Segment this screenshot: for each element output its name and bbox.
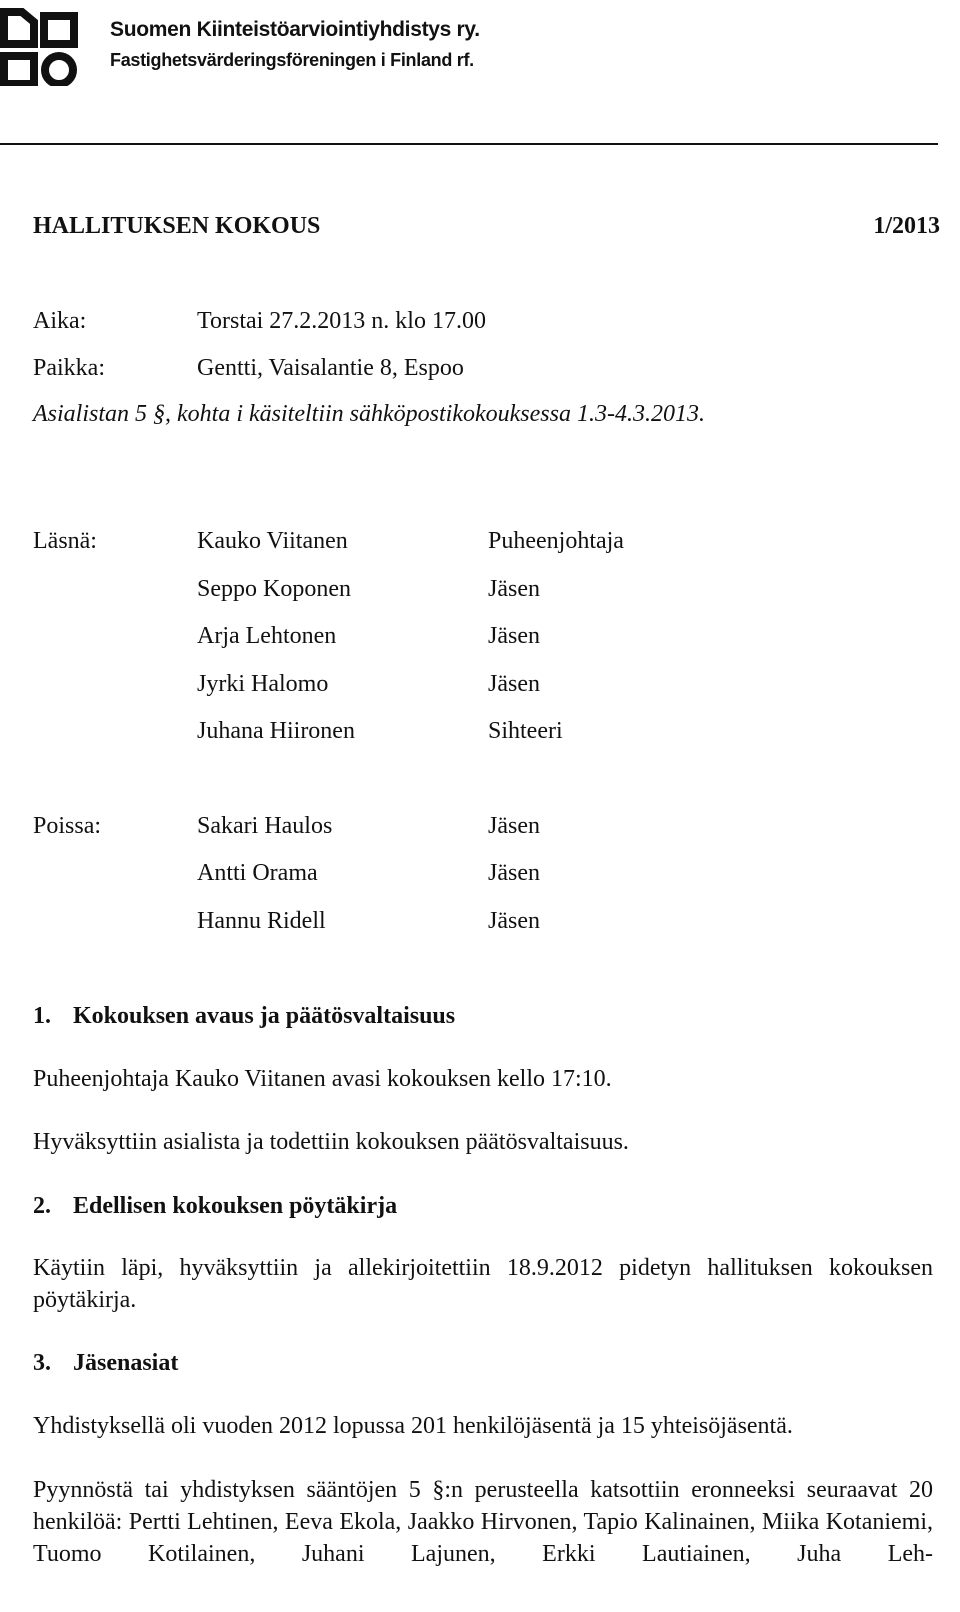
- document-title: HALLITUKSEN KOKOUS: [33, 213, 321, 239]
- absent-member-name: Antti Orama: [197, 860, 318, 886]
- section-title: Kokouksen avaus ja päätösvaltaisuus: [73, 1003, 456, 1029]
- section-heading: [33, 1192, 397, 1220]
- absent-label: Poissa:: [33, 813, 102, 839]
- time-value: Torstai 27.2.2013 n. klo 17.00: [197, 308, 486, 334]
- present-member-role: Sihteeri: [488, 718, 563, 744]
- present-member-role: Jäsen: [488, 576, 540, 602]
- paragraph: Hyväksyttiin asialista ja todettiin kokouksen päätösvaltaisuus.: [33, 1129, 629, 1155]
- present-member-name: Seppo Koponen: [197, 576, 351, 602]
- document-number: 1/2013: [873, 213, 940, 239]
- place-value: Gentti, Vaisalantie 8, Espoo: [197, 355, 464, 381]
- present-member-role: Puheenjohtaja: [488, 528, 624, 554]
- section-title: Jäsenasiat: [73, 1350, 179, 1376]
- present-label: Läsnä:: [33, 528, 97, 554]
- paragraph: Puheenjohtaja Kauko Viitanen avasi kokouksen kello 17:10.: [33, 1066, 612, 1092]
- present-member-name: Arja Lehtonen: [197, 623, 337, 649]
- present-member-role: Jäsen: [488, 623, 540, 649]
- absent-member-role: Jäsen: [488, 813, 540, 839]
- present-member-name: Juhana Hiironen: [197, 718, 355, 744]
- time-label: Aika:: [33, 308, 87, 334]
- absent-member-role: Jäsen: [488, 860, 540, 886]
- header-divider: [0, 143, 938, 145]
- house-and-shapes-logo-icon: [0, 6, 80, 86]
- section-title: Edellisen kokouksen pöytäkirja: [73, 1193, 398, 1219]
- paragraph: Pyynnöstä tai yhdistyksen sääntöjen 5 §:n perusteella katsottiin eronneeksi seuraavat 20 henkilöä: Pertti Lehtinen, Eeva Ekola, Jaakko Hirvonen, Tapio Kalinainen, Miika Kotaniemi, Tuomo Kotilainen, Juhani Lajunen, Erkki Lautiainen, Juha Leh-: [33, 1477, 933, 1567]
- paragraph: Käytiin läpi, hyväksyttiin ja allekirjoitettiin 18.9.2012 pidetyn hallituksen kokouksen pöytäkirja.: [33, 1255, 933, 1313]
- section-number: 1.: [33, 1003, 51, 1029]
- section-number: 3.: [33, 1350, 51, 1376]
- letterhead: [0, 0, 960, 100]
- section-number: 2.: [33, 1193, 51, 1219]
- agenda-note: Asialistan 5 §, kohta i käsiteltiin sähköpostikokouksessa 1.3-4.3.2013.: [33, 401, 705, 427]
- present-member-name: Kauko Viitanen: [197, 528, 348, 554]
- absent-member-name: Hannu Ridell: [197, 908, 326, 934]
- section-heading: [33, 1349, 178, 1377]
- paragraph: Yhdistyksellä oli vuoden 2012 lopussa 201 henkilöjäsentä ja 15 yhteisöjäsentä.: [33, 1413, 793, 1439]
- present-member-name: Jyrki Halomo: [197, 671, 329, 697]
- absent-member-name: Sakari Haulos: [197, 813, 333, 839]
- place-label: Paikka:: [33, 355, 105, 381]
- absent-member-role: Jäsen: [488, 908, 540, 934]
- present-member-role: Jäsen: [488, 671, 540, 697]
- org-name-swedish: Fastighetsvärderingsföreningen i Finland rf.: [110, 50, 474, 70]
- org-name-finnish: Suomen Kiinteistöarviointiyhdistys ry.: [110, 18, 480, 41]
- section-heading: [33, 1002, 455, 1030]
